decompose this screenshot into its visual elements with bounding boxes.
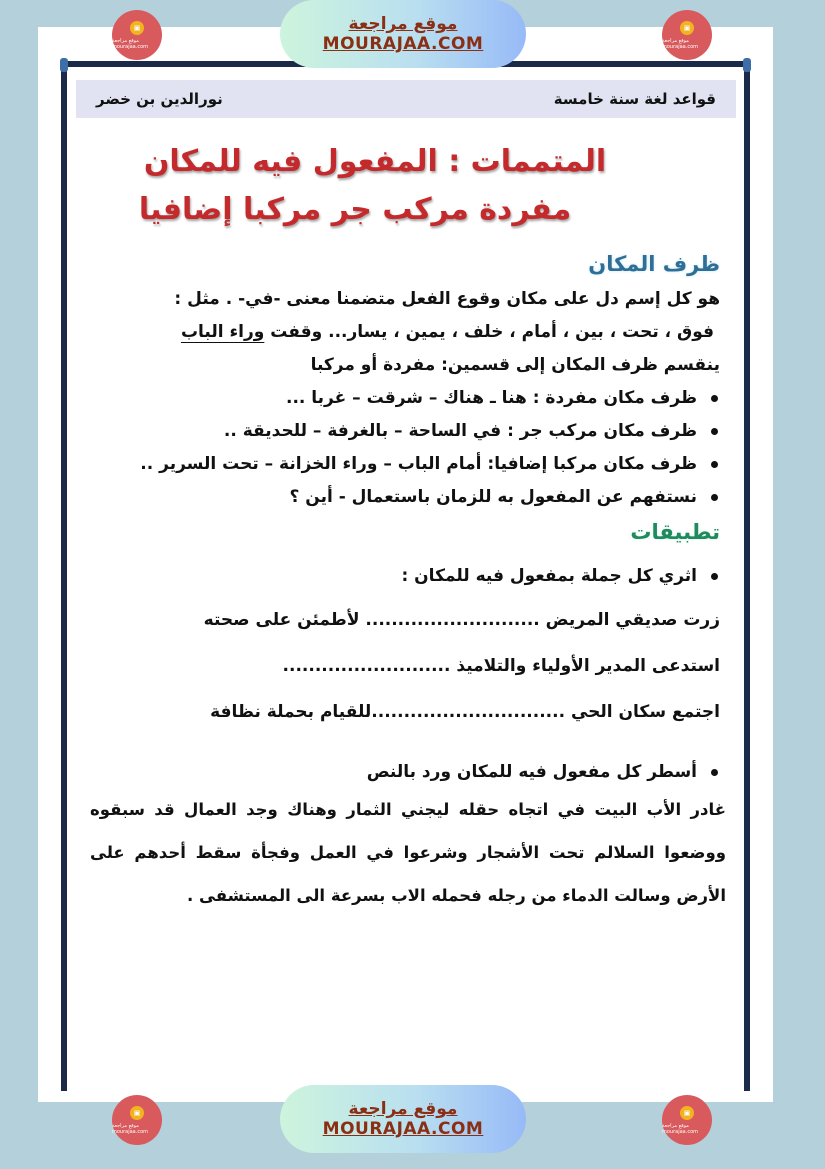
watermark-banner-bottom (112, 1085, 712, 1155)
site-logo-badge-left: ▣ موقع مراجعة mourajaa.com (112, 10, 162, 60)
definition-text: هو كل إسم دل على مكان وقوع الفعل متضمنا معنى -في- . مثل : (174, 289, 720, 309)
examples-text: فوق ، تحت ، بين ، أمام ، خلف ، يمين ، يسار... وقفت وراء الباب (180, 322, 714, 342)
site-name-url[interactable]: MOURAJAA.COM (322, 34, 484, 54)
book-icon: ▣ (130, 1106, 144, 1120)
site-name-arabic[interactable]: موقع مراجعة (348, 14, 458, 34)
document-body (80, 130, 730, 917)
exercise-sentence: اجتمع سكان الحي ..............................للقيام بحملة نظافة (210, 702, 720, 722)
site-logo-badge-left: ▣ موقع مراجعة mourajaa.com (112, 1095, 162, 1145)
document-header (76, 80, 736, 118)
site-link-pill[interactable] (280, 0, 526, 68)
bullet-item: ظرف مكان مركبا إضافيا: أمام الباب – وراء الخزانة – تحت السرير .. (80, 454, 718, 474)
bullet-icon (711, 461, 718, 468)
site-logo-badge-right: ▣ موقع مراجعة mourajaa.com (662, 10, 712, 60)
site-logo-badge-right: ▣ موقع مراجعة mourajaa.com (662, 1095, 712, 1145)
site-name-arabic[interactable]: موقع مراجعة (348, 1099, 458, 1119)
author-name: نورالدين بن خضر (96, 90, 223, 108)
section-heading-place-adverb: ظرف المكان (588, 252, 720, 276)
bullet-icon (711, 395, 718, 402)
exercise-sentence: زرت صديقي المريض ........................... لأطمئن على صحته (203, 610, 720, 630)
watermark-banner-top (112, 0, 712, 70)
bullet-item: ظرف مكان مركب جر : في الساحة – بالغرفة – للحديقة .. (80, 421, 718, 441)
bullet-item: ظرف مكان مفردة : هنا ـ هناك – شرقت – غربا ... (80, 388, 718, 408)
book-icon: ▣ (680, 21, 694, 35)
underlined-example: وراء الباب (180, 322, 265, 342)
lesson-title: المتممات : المفعول فيه للمكان مفردة مركب جر مركبا إضافيا (138, 144, 607, 227)
exercise-sentence: استدعى المدير الأولياء والتلاميذ .......................... (282, 656, 720, 676)
book-icon: ▣ (680, 1106, 694, 1120)
division-text: ينقسم ظرف المكان إلى قسمين: مفردة أو مركبا (310, 355, 720, 375)
exercise-passage: غادر الأب البيت في اتجاه حقله ليجني الثمار وهناك وجد العمال قد سبقوه ووضعوا السلالم تحت الأشجار وشرعوا في العمل وفجأة سقط أحدهم على الأرض وسالت الدماء من رجله فحمله الاب بسرعة الى المستشفى . (90, 800, 726, 905)
book-icon: ▣ (130, 21, 144, 35)
exercise-2-instruction: أسطر كل مفعول فيه للمكان ورد بالنص (80, 762, 718, 782)
site-name-url[interactable]: MOURAJAA.COM (322, 1119, 484, 1139)
bullet-icon (711, 769, 718, 776)
exercise-1-instruction: اثري كل جملة بمفعول فيه للمكان : (80, 566, 718, 586)
bullet-icon (711, 573, 718, 580)
section-heading-exercises: تطبيقات (630, 520, 720, 544)
bullet-item: نستفهم عن المفعول به للزمان باستعمال - أين ؟ (80, 487, 718, 507)
bullet-icon (711, 494, 718, 501)
bullet-icon (711, 428, 718, 435)
subject-grade: قواعد لغة سنة خامسة (553, 90, 716, 108)
site-link-pill[interactable] (280, 1085, 526, 1153)
